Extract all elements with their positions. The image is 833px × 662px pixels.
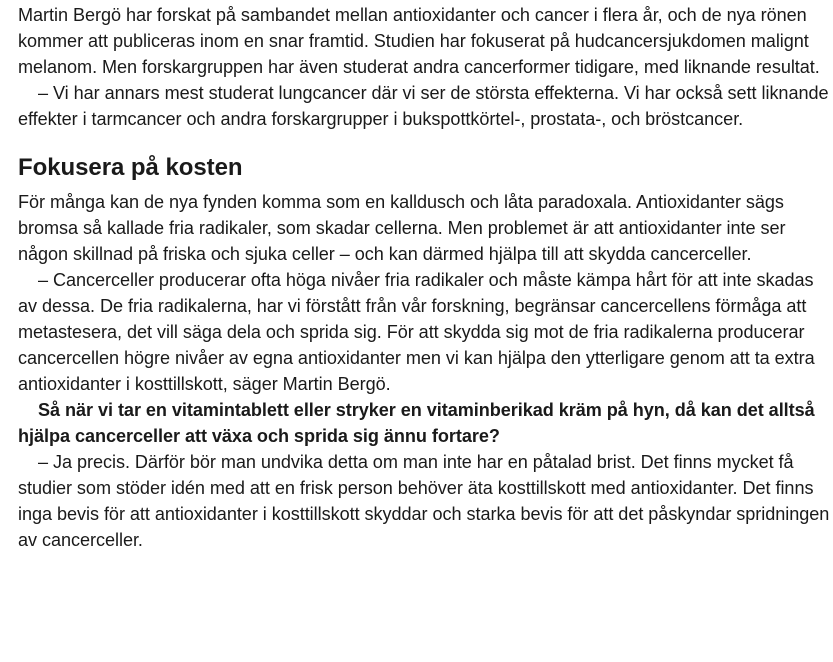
interview-question: Så när vi tar en vitamintablett eller stryker en vitaminberikad kräm på hyn, då kan det alltså hjälpa cancerceller att växa och sprida sig ännu fortare?	[18, 400, 815, 446]
quote-paragraph: – Cancerceller producerar ofta höga nivåer fria radikaler och måste kämpa hårt för att inte skadas av dessa. De fria radikalerna, har vi förstått från vår forskning, begränsar cancercellens förmåga att metastesera, det vill säga dela och sprida sig. För att skydda sig mot de fria radikalerna producerar cancercellen högre nivåer av egna antioxidanter men vi kan hjälpa den ytterligare genom att ta extra antioxidanter i kosttillskott, säger Martin Bergö.	[18, 270, 815, 394]
intro-paragraph: Martin Bergö har forskat på sambandet mellan antioxidanter och cancer i flera år, och de nya rönen kommer att publiceras inom en snar framtid. Studien har fokuserat på hudcancersjukdomen malignt melanom. Men forskargruppen har även studerat andra cancerformer tidigare, med liknande resultat.	[18, 5, 820, 77]
quote-paragraph: – Vi har annars mest studerat lungcancer där vi ser de största effekterna. Vi har också sett liknande effekter i tarmcancer och andra forskargrupper i bukspottkörtel-, prostata-, och bröstcancer.	[18, 83, 829, 129]
interview-answer: – Ja precis. Därför bör man undvika detta om man inte har en påtalad brist. Det finns mycket få studier som stöder idén med att en frisk person behöver äta kosttillskott med antioxidanter. Det finns inga bevis för att antioxidanter i kosttillskott skyddar och starka bevis för att det påskyndar spridningen av cancerceller.	[18, 452, 830, 550]
section-heading: Fokusera på kosten	[18, 154, 243, 181]
body-paragraph: För många kan de nya fynden komma som en kalldusch och låta paradoxala. Antioxidanter sägs bromsa så kallade fria radikaler, som skadar cellerna. Men problemet är att antioxidanter inte ser någon skillnad på friska och sjuka celler – och kan därmed hjälpa till att skydda cancerceller.	[18, 192, 786, 264]
article-body	[18, 2, 830, 553]
